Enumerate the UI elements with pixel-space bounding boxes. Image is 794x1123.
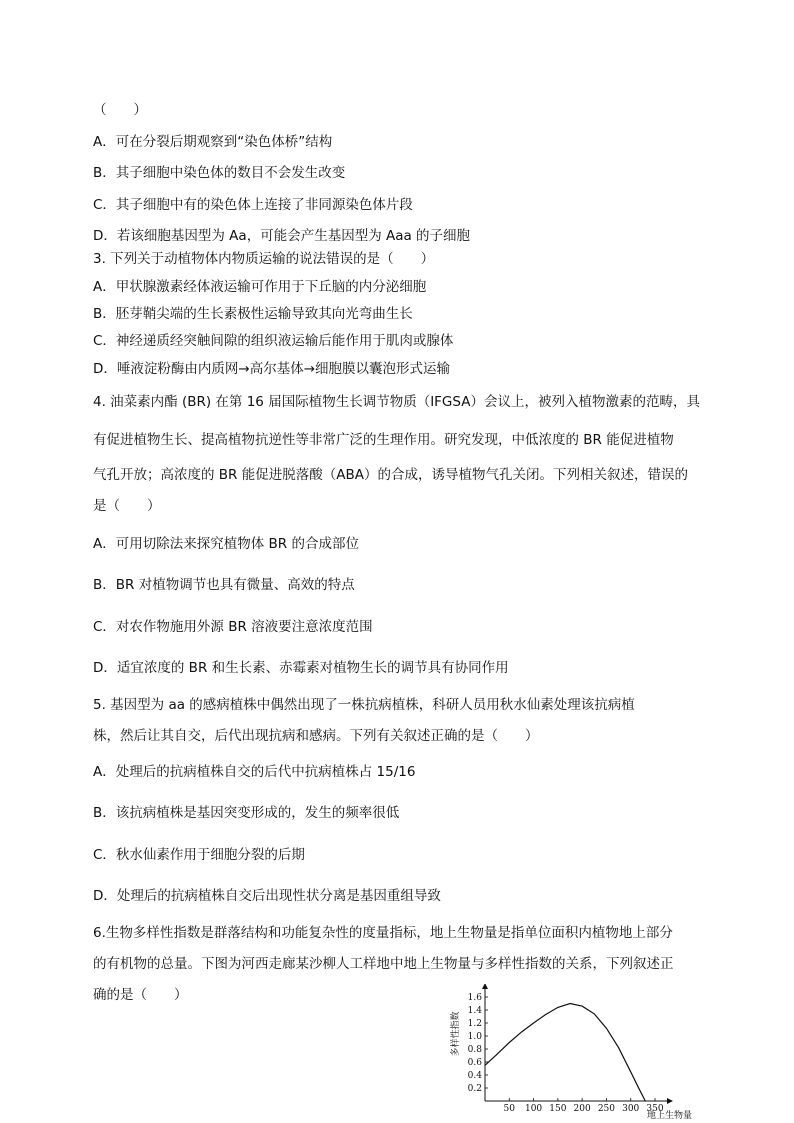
y-axis-label: 多样性指数 bbox=[451, 1011, 461, 1057]
x-tick-label: 250 bbox=[597, 1104, 616, 1114]
y-tick-label: 1.2 bbox=[467, 1019, 482, 1029]
q6-stem-line-2: 的有机物的总量。下图为河西走廊某沙柳人工样地中地上生物量与多样性指数的关系，下列叙述正 bbox=[93, 956, 674, 972]
y-tick-label: 0.2 bbox=[467, 1084, 482, 1094]
x-tick-label: 300 bbox=[622, 1104, 640, 1114]
q5-option-d: D．处理后的抗病植株自交后出现性状分离是基因重组导致 bbox=[93, 888, 441, 904]
y-axis-arrow bbox=[482, 984, 488, 989]
x-tick-label: 50 bbox=[503, 1104, 516, 1114]
q4-option-b: B．BR 对植物调节也具有微量、高效的特点 bbox=[93, 577, 355, 593]
q4-option-c: C．对农作物施用外源 BR 溶液要注意浓度范围 bbox=[93, 619, 373, 635]
q5-stem-line-1: 5. 基因型为 aa 的感病植株中偶然出现了一株抗病植株，科研人员用秋水仙素处理该抗病植 bbox=[93, 697, 635, 713]
q3-option-a: A．甲状腺激素经体液运输可作用于下丘脑的内分泌细胞 bbox=[93, 279, 427, 295]
x-tick-label: 350 bbox=[646, 1104, 664, 1114]
q5-option-b: B．该抗病植株是基因突变形成的，发生的频率很低 bbox=[93, 805, 400, 821]
x-tick-label: 200 bbox=[573, 1104, 591, 1114]
q3-option-b: B．胚芽鞘尖端的生长素极性运输导致其向光弯曲生长 bbox=[93, 306, 413, 322]
q6-stem-line-1: 6.生物多样性指数是群落结构和功能复杂性的度量指标，地上生物量是指单位面积内植物地上部分 bbox=[93, 925, 673, 941]
q4-stem-line-2: 有促进植物生长、提高植物抗逆性等非常广泛的生理作用。研究发现，中低浓度的 BR 能促进植物 bbox=[93, 432, 674, 448]
q4-stem-line-4: 是（ ） bbox=[93, 498, 161, 514]
y-tick-label: 0.8 bbox=[467, 1045, 482, 1055]
y-tick-label: 0.6 bbox=[467, 1058, 482, 1068]
x-tick-label: 150 bbox=[549, 1104, 567, 1114]
x-axis-label: 地上生物量 bbox=[646, 1111, 692, 1121]
q3-option-d: D．唾液淀粉酶由内质网→高尔基体→细胞膜以囊泡形式运输 bbox=[93, 361, 451, 377]
x-tick-label: 100 bbox=[524, 1104, 543, 1114]
q2-option-a: A．可在分裂后期观察到“染色体桥”结构 bbox=[93, 134, 333, 150]
q5-option-c: C．秋水仙素作用于细胞分裂的后期 bbox=[93, 847, 305, 863]
q5-option-a: A．处理后的抗病植株自交的后代中抗病植株占 15/16 bbox=[93, 764, 416, 780]
chart-axes bbox=[482, 984, 673, 1104]
y-tick-label: 1.4 bbox=[467, 1006, 482, 1016]
q3-option-c: C．神经递质经突触间隙的组织液运输后能作用于肌肉或腺体 bbox=[93, 333, 454, 349]
q5-stem-line-2: 株，然后让其自交，后代出现抗病和感病。下列有关叙述正确的是（ ） bbox=[93, 728, 539, 744]
q3-stem: 3. 下列关于动植物体内物质运输的说法错误的是（ ） bbox=[93, 251, 435, 267]
q4-stem-line-1: 4. 油菜素内酯 (BR) 在第 16 届国际植物生长调节物质（IFGSA）会议上，被列入植物激素的范畴，具 bbox=[93, 394, 700, 410]
q4-option-d: D．适宜浓度的 BR 和生长素、赤霉素对植物生长的调节具有协同作用 bbox=[93, 660, 509, 676]
biomass-diversity-chart bbox=[448, 984, 698, 1123]
q6-stem-line-3: 确的是（ ） bbox=[93, 987, 188, 1003]
diversity-curve bbox=[485, 1004, 645, 1102]
y-tick-label: 1.0 bbox=[467, 1032, 482, 1042]
q4-stem-line-3: 气孔开放；高浓度的 BR 能促进脱落酸（ABA）的合成，诱导植物气孔关闭。下列相关叙述，错误的 bbox=[93, 467, 688, 483]
q2-option-c: C．其子细胞中有的染色体上连接了非同源染色体片段 bbox=[93, 197, 413, 213]
y-tick-label: 1.6 bbox=[467, 993, 482, 1003]
q2-stem-tail: （ ） bbox=[93, 102, 147, 118]
q4-option-a: A．可用切除法来探究植物体 BR 的合成部位 bbox=[93, 536, 359, 552]
y-tick-label: 0.4 bbox=[467, 1071, 482, 1081]
q2-option-d: D．若该细胞基因型为 Aa，可能会产生基因型为 Aaa 的子细胞 bbox=[93, 228, 471, 244]
x-axis-arrow bbox=[667, 1098, 673, 1104]
q2-option-b: B．其子细胞中染色体的数目不会发生改变 bbox=[93, 165, 346, 181]
